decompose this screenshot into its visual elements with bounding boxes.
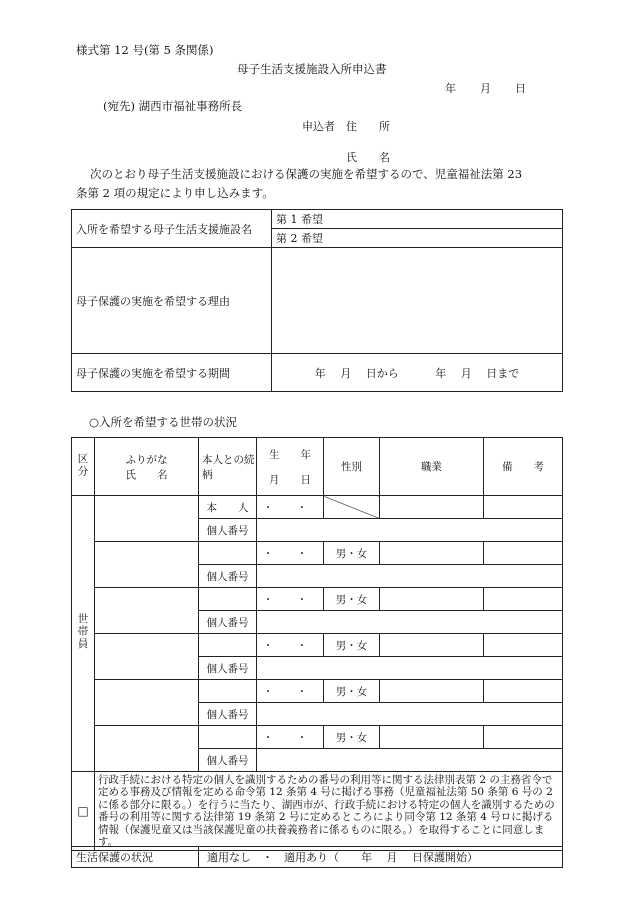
member-3-name-field[interactable] xyxy=(95,588,199,634)
col-birth: 生 年 月 日 xyxy=(257,438,324,496)
member-1-birth-field[interactable]: ・ ・ xyxy=(257,496,324,519)
member-6-birth-field[interactable]: ・ ・ xyxy=(257,726,324,749)
second-choice-field[interactable]: 第 2 希望 xyxy=(272,229,563,248)
member-5-birth-field[interactable]: ・ ・ xyxy=(257,680,324,703)
member-1-personal-number-field[interactable] xyxy=(257,519,563,542)
self-label: 本 人 xyxy=(199,496,257,519)
consent-text: 行政手続における特定の個人を識別するための番号の利用等に関する法律別表第 2 の主務省令で定める事務及び情報を定める命令第 12 条第 4 号に掲げる事務（児童福祉法第 50 条第 6 号の 2 に係る部分に限る。）を行うに当たり、湖西市が、行政手続における特定の個人を識別するための番号の利用等に関する法律第 19 条第 2 号に定めるところにより同令第 12 条第 4 号ロに掲げる情報（保護児童又は当該保護児童の扶養義務者に係るものに限る。）を取得することに同意します。 xyxy=(95,772,563,851)
member-5-notes-field[interactable] xyxy=(484,680,563,703)
consent-checkbox[interactable]: □ xyxy=(72,772,95,851)
personal-number-label: 個人番号 xyxy=(199,611,257,634)
personal-number-label: 個人番号 xyxy=(199,657,257,680)
col-gender: 性別 xyxy=(324,438,380,496)
first-choice-field[interactable]: 第 1 希望 xyxy=(272,210,563,229)
category-members: 世帯員 xyxy=(72,496,95,772)
member-4-relation-field[interactable] xyxy=(199,634,257,657)
member-6-notes-field[interactable] xyxy=(484,726,563,749)
member-1-gender-na xyxy=(324,496,380,519)
member-5-personal-number-field[interactable] xyxy=(257,703,563,726)
member-3-personal-number-field[interactable] xyxy=(257,611,563,634)
member-2-name-field[interactable] xyxy=(95,542,199,588)
member-2-job-field[interactable] xyxy=(380,542,484,565)
intro-line-2: 条第 2 項の規定により申し込みます。 xyxy=(76,186,274,200)
household-heading: ○入所を希望する世帯の状況 xyxy=(89,415,238,429)
member-4-birth-field[interactable]: ・ ・ xyxy=(257,634,324,657)
welfare-table xyxy=(71,846,563,868)
intro-line-1: 次のとおり母子生活支援施設における保護の実施を希望するので、児童福祉法第 23 xyxy=(90,167,523,181)
col-job: 職業 xyxy=(380,438,484,496)
member-2-birth-field[interactable]: ・ ・ xyxy=(257,542,324,565)
applicant-label: 申込者 xyxy=(302,120,335,133)
member-6-personal-number-field[interactable] xyxy=(257,749,563,772)
member-3-gender-field[interactable]: 男・女 xyxy=(324,588,380,611)
date-month: 月 xyxy=(480,82,491,95)
member-1-name-field[interactable] xyxy=(95,496,199,542)
member-5-name-field[interactable] xyxy=(95,680,199,726)
col-relation: 本人との続柄 xyxy=(199,438,257,496)
form-number: 様式第 12 号(第 5 条関係) xyxy=(76,43,214,57)
reason-field[interactable] xyxy=(272,248,563,354)
member-2-personal-number-field[interactable] xyxy=(257,565,563,588)
member-3-notes-field[interactable] xyxy=(484,588,563,611)
applicant-address-label: 住 所 xyxy=(346,120,390,133)
personal-number-label: 個人番号 xyxy=(199,519,257,542)
member-3-relation-field[interactable] xyxy=(199,588,257,611)
period-label: 母子保護の実施を希望する期間 xyxy=(72,354,272,392)
member-5-relation-field[interactable] xyxy=(199,680,257,703)
personal-number-label: 個人番号 xyxy=(199,749,257,772)
page-title: 母子生活支援施設入所申込書 xyxy=(237,62,387,76)
reason-label: 母子保護の実施を希望する理由 xyxy=(72,248,272,354)
member-3-birth-field[interactable]: ・ ・ xyxy=(257,588,324,611)
col-category: 区分 xyxy=(72,438,95,496)
welfare-label: 生活保護の状況 xyxy=(72,847,199,868)
member-6-name-field[interactable] xyxy=(95,726,199,772)
col-notes: 備 考 xyxy=(484,438,563,496)
member-5-gender-field[interactable]: 男・女 xyxy=(324,680,380,703)
member-5-job-field[interactable] xyxy=(380,680,484,703)
member-6-relation-field[interactable] xyxy=(199,726,257,749)
welfare-status-field[interactable]: 適用なし ・ 適用あり（ 年 月 日保護開始） xyxy=(199,847,563,868)
period-field[interactable]: 年 月 日から 年 月 日まで xyxy=(272,354,563,392)
member-4-personal-number-field[interactable] xyxy=(257,657,563,680)
member-3-job-field[interactable] xyxy=(380,588,484,611)
household-table xyxy=(71,437,563,851)
facility-label: 入所を希望する母子生活支援施設名 xyxy=(72,210,272,248)
date-year: 年 xyxy=(445,82,456,95)
member-4-name-field[interactable] xyxy=(95,634,199,680)
member-4-job-field[interactable] xyxy=(380,634,484,657)
member-2-relation-field[interactable] xyxy=(199,542,257,565)
member-1-job-field[interactable] xyxy=(380,496,484,519)
member-2-gender-field[interactable]: 男・女 xyxy=(324,542,380,565)
member-6-gender-field[interactable]: 男・女 xyxy=(324,726,380,749)
personal-number-label: 個人番号 xyxy=(199,565,257,588)
member-1-notes-field[interactable] xyxy=(484,496,563,519)
personal-number-label: 個人番号 xyxy=(199,703,257,726)
request-table xyxy=(71,209,563,392)
applicant-name-label: 氏 名 xyxy=(346,151,390,164)
addressee: (宛先) 湖西市福祉事務所長 xyxy=(103,99,243,113)
member-4-notes-field[interactable] xyxy=(484,634,563,657)
date-day: 日 xyxy=(515,82,526,95)
member-4-gender-field[interactable]: 男・女 xyxy=(324,634,380,657)
member-6-job-field[interactable] xyxy=(380,726,484,749)
col-name-header: ふりがな 氏 名 xyxy=(95,438,199,496)
member-2-notes-field[interactable] xyxy=(484,542,563,565)
